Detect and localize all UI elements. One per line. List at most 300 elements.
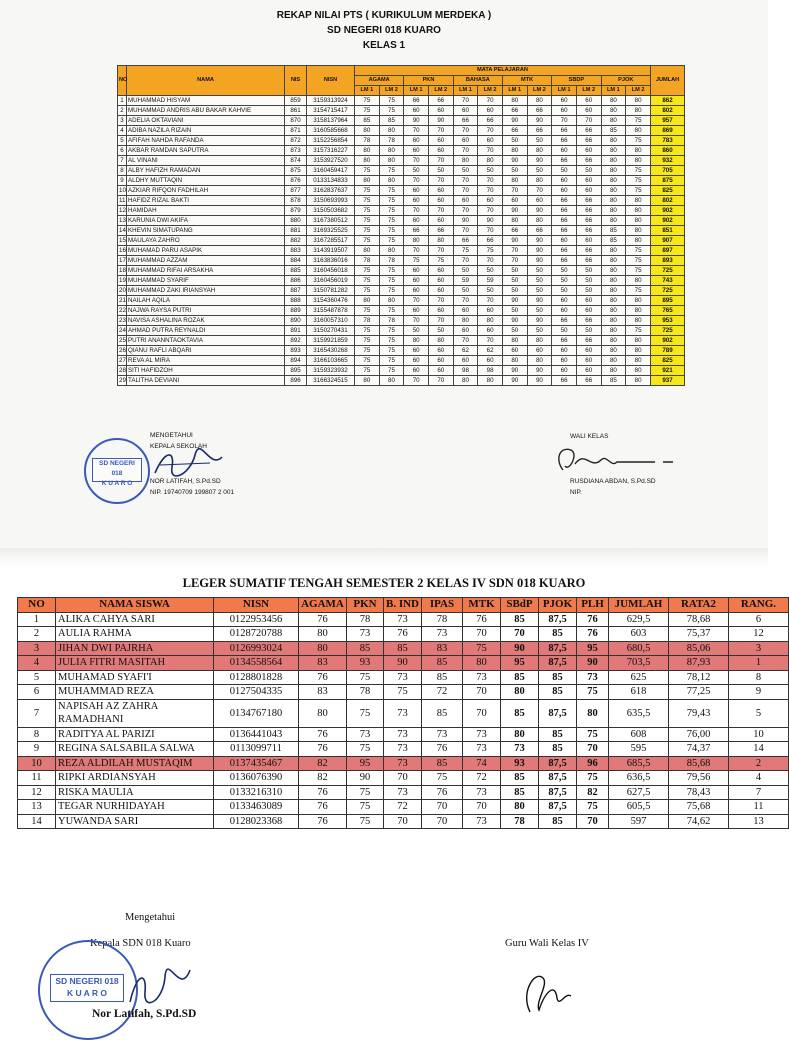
table-cell: 66 [404, 226, 429, 236]
table-cell: 76 [299, 727, 347, 742]
table-cell: 60 [404, 266, 429, 276]
table-cell: 636,5 [609, 771, 669, 786]
table-cell: 80 [527, 216, 552, 226]
table-cell: 890 [285, 316, 307, 326]
table-cell: 73 [384, 785, 422, 800]
table-cell: 60 [552, 236, 577, 246]
table-cell: 73 [347, 727, 384, 742]
table-cell: 78 [347, 612, 384, 627]
table-cell: 703,5 [609, 656, 669, 671]
table-cell: 60 [478, 306, 503, 316]
table-cell: 0133216310 [214, 785, 299, 800]
table-cell: 80 [527, 96, 552, 106]
table-cell: 70 [428, 206, 453, 216]
table-cell: 80 [478, 156, 503, 166]
table-cell: 66 [552, 136, 577, 146]
table-cell: 0122953456 [214, 612, 299, 627]
table-cell: 80 [355, 126, 380, 136]
col-header-nis: NIS [285, 66, 307, 96]
student-name: HAFIDZ RIZAL BAKTI [127, 196, 285, 206]
table-cell: 70 [384, 814, 422, 829]
table-cell: 24 [119, 327, 126, 334]
jumlah-cell: 783 [651, 136, 685, 146]
table-cell: 60 [527, 196, 552, 206]
table-cell: 70 [502, 246, 527, 256]
table-cell: 80 [601, 136, 626, 146]
table-cell: 50 [576, 276, 601, 286]
col-header: NO [18, 598, 56, 613]
student-name: AHMAD PUTRA REYNALDI [127, 326, 285, 336]
table-cell: 87,5 [539, 800, 577, 815]
table-cell: 75,37 [669, 627, 729, 642]
table-cell: 80 [453, 316, 478, 326]
student-name: JIHAN DWI PAJRHA [56, 641, 214, 656]
table-cell: 80 [626, 156, 651, 166]
table-cell: 66 [552, 156, 577, 166]
table-cell: 90 [502, 156, 527, 166]
table-cell: 66 [552, 196, 577, 206]
table-cell: 60 [576, 346, 601, 356]
sheet1-kepala-name: NOR LATIFAH, S.Pd.SD [150, 478, 221, 485]
student-name: MAULAYA ZAHRO [127, 236, 285, 246]
table-cell: 90 [527, 376, 552, 386]
table-cell: 0134558564 [214, 656, 299, 671]
table-cell: 9 [18, 742, 56, 757]
table-cell: 73 [463, 742, 501, 757]
table-row [18, 612, 789, 627]
table-cell: 66 [576, 376, 601, 386]
table-cell: 83 [422, 641, 463, 656]
table-cell: 85,68 [669, 756, 729, 771]
table-cell: 3155487878 [307, 306, 355, 316]
table-cell: 60 [576, 296, 601, 306]
table-cell: 6 [18, 685, 56, 700]
jumlah-cell: 825 [651, 186, 685, 196]
table-cell: 0128801828 [214, 670, 299, 685]
col-header: IPAS [422, 598, 463, 613]
table-cell: 66 [478, 236, 503, 246]
table-cell: 8 [729, 670, 789, 685]
student-name: REVA AL MIRA [127, 356, 285, 366]
table-cell: 80 [478, 376, 503, 386]
student-name: KARUNIA DWI AKIFA [127, 216, 285, 226]
table-cell: 3163836016 [307, 256, 355, 266]
table-cell: 75 [379, 326, 404, 336]
table-cell: 10 [18, 756, 56, 771]
col-header: PJOK [539, 598, 577, 613]
table-cell: 60 [502, 196, 527, 206]
table-cell: 60 [404, 306, 429, 316]
table-cell: 80 [355, 146, 380, 156]
table-cell: 90 [527, 206, 552, 216]
table-cell: 21 [119, 297, 126, 304]
table-cell: 877 [285, 186, 307, 196]
table-cell: 50 [502, 266, 527, 276]
table-cell: 93 [501, 756, 539, 771]
table-cell: 895 [285, 366, 307, 376]
table-cell: 873 [285, 146, 307, 156]
lm-header: LM 1 [355, 86, 380, 96]
student-name: REGINA SALSABILA SALWA [56, 742, 214, 757]
table-cell: 75 [355, 356, 380, 366]
table-cell: 3160459417 [307, 166, 355, 176]
table-cell: 75 [355, 276, 380, 286]
table-cell: 90 [404, 116, 429, 126]
table-cell: 3157316227 [307, 146, 355, 156]
table-row [18, 742, 789, 757]
table-cell: 85 [601, 376, 626, 386]
table-cell: 9 [118, 176, 127, 186]
table-cell: 6 [729, 612, 789, 627]
table-cell: 7 [118, 156, 127, 166]
col-header: PKN [347, 598, 384, 613]
table-cell: 876 [285, 176, 307, 186]
table-cell: 70 [453, 296, 478, 306]
table-cell: 78,12 [669, 670, 729, 685]
table-cell: 93 [347, 656, 384, 671]
table-cell: 66 [576, 336, 601, 346]
student-name: YUWANDA SARI [56, 814, 214, 829]
table-cell: 80 [626, 356, 651, 366]
table-cell: 70 [478, 126, 503, 136]
table-cell: 73 [384, 612, 422, 627]
table-cell: 76 [577, 612, 609, 627]
table-cell: 60 [428, 306, 453, 316]
sheet1-wali-name: RUSDIANA ABDAN, S.Pd.SD [570, 478, 656, 485]
table-cell: 90 [502, 366, 527, 376]
table-cell: 82 [299, 771, 347, 786]
table-cell: 629,5 [609, 612, 669, 627]
table-cell: 70 [404, 176, 429, 186]
table-cell: 60 [404, 146, 429, 156]
subject-header: MTK [502, 76, 551, 86]
table-cell: 80 [502, 96, 527, 106]
table-cell: 80 [626, 276, 651, 286]
jumlah-cell: 860 [651, 146, 685, 156]
table-cell: 75 [355, 306, 380, 316]
table-cell: 78 [379, 136, 404, 146]
table-cell: 90 [527, 156, 552, 166]
table-cell: 70 [463, 800, 501, 815]
table-cell: 70 [428, 246, 453, 256]
table-cell: 27 [119, 357, 126, 364]
table-cell: 60 [576, 356, 601, 366]
jumlah-cell: 802 [651, 106, 685, 116]
table-cell: 73 [463, 670, 501, 685]
table-cell: 50 [404, 166, 429, 176]
table-cell: 85 [539, 685, 577, 700]
table-cell: 85 [539, 814, 577, 829]
table-cell: 29 [119, 377, 126, 384]
table-cell: 60 [576, 106, 601, 116]
table-cell: 60 [453, 326, 478, 336]
table-cell: 70 [463, 699, 501, 727]
table-cell: 75 [379, 336, 404, 346]
table-cell: 60 [552, 366, 577, 376]
table-cell: 70 [422, 814, 463, 829]
col-header: SBdP [501, 598, 539, 613]
table-cell: 74,37 [669, 742, 729, 757]
table-cell: 90 [527, 296, 552, 306]
table-cell: 66 [552, 376, 577, 386]
table-cell: 75 [379, 266, 404, 276]
table-cell: 50 [576, 326, 601, 336]
table-cell: 70 [478, 176, 503, 186]
table-cell: 9 [729, 685, 789, 700]
table-cell: 12 [119, 207, 126, 214]
lm-header: LM 1 [552, 86, 577, 96]
table-cell: 75 [577, 685, 609, 700]
sheet1-class: KELAS 1 [362, 40, 406, 51]
table-cell: 70 [463, 685, 501, 700]
table-cell: 75 [355, 236, 380, 246]
table-cell: 75 [577, 727, 609, 742]
table-cell: 87,5 [539, 771, 577, 786]
lm-header: LM 2 [527, 86, 552, 96]
table-cell: 75 [355, 286, 380, 296]
table-cell: 72 [384, 800, 422, 815]
student-name: ALIKA CAHYA SARI [56, 612, 214, 627]
table-row [18, 771, 789, 786]
table-cell: 80 [626, 376, 651, 386]
table-row [118, 116, 685, 126]
table-cell: 25 [119, 337, 126, 344]
table-cell: 80 [601, 106, 626, 116]
table-cell: 80 [601, 216, 626, 226]
table-cell: 889 [285, 306, 307, 316]
table-cell: 872 [285, 136, 307, 146]
table-cell: 60 [404, 196, 429, 206]
table-cell: 80 [626, 126, 651, 136]
jumlah-cell: 897 [651, 246, 685, 256]
table-cell: 80 [601, 246, 626, 256]
table-cell: 3 [118, 116, 127, 126]
student-name: MUHAMAD PARU ASAPIK [127, 246, 285, 256]
table-cell: 75 [379, 366, 404, 376]
table-cell: 80 [478, 316, 503, 326]
table-cell: 60 [552, 186, 577, 196]
table-cell: 85 [539, 727, 577, 742]
table-cell: 80 [601, 176, 626, 186]
school-stamp: SD NEGERI 018 K U A R O [84, 438, 150, 504]
table-cell: 75 [355, 216, 380, 226]
jumlah-cell: 825 [651, 356, 685, 366]
student-name: ALBY HAFIZH RAMADAN [127, 166, 285, 176]
table-cell: 884 [285, 256, 307, 266]
student-name: MUHAMMAD HISYAM [127, 96, 285, 106]
table-cell: 80 [601, 156, 626, 166]
table-cell: 3 [729, 641, 789, 656]
table-cell: 80 [379, 146, 404, 156]
table-cell: 26 [119, 347, 126, 354]
table-cell: 82 [577, 785, 609, 800]
table-cell: 78 [501, 814, 539, 829]
subject-header: PJOK [601, 76, 650, 86]
table-cell: 60 [404, 366, 429, 376]
table-cell: 90 [501, 641, 539, 656]
student-name: MUHAMMAD SYARIF [127, 276, 285, 286]
table-cell: 60 [428, 106, 453, 116]
table-cell: 78 [422, 612, 463, 627]
student-name: JULIA FITRI MASITAH [56, 656, 214, 671]
table-cell: 15 [119, 237, 126, 244]
table-cell: 60 [478, 136, 503, 146]
table-cell: 888 [285, 296, 307, 306]
table-row [118, 236, 685, 246]
table-cell: 75 [626, 176, 651, 186]
student-name: REZA ALDILAH MUSTAQIM [56, 756, 214, 771]
table-cell: 60 [576, 366, 601, 376]
table-cell: 50 [552, 166, 577, 176]
table-cell: 70 [478, 226, 503, 236]
table-cell: 85 [539, 742, 577, 757]
table-cell: 6 [118, 146, 127, 156]
table-cell: 60 [527, 346, 552, 356]
col-header: NAMA SISWA [56, 598, 214, 613]
table-cell: 80 [502, 336, 527, 346]
jumlah-cell: 902 [651, 336, 685, 346]
table-cell: 72 [422, 685, 463, 700]
table-cell: 60 [453, 136, 478, 146]
table-cell: 80 [601, 116, 626, 126]
table-cell: 73 [347, 627, 384, 642]
sheet1-kepala-nip: NIP. 19740709 199807 2 001 [150, 489, 235, 496]
table-cell: 14 [119, 227, 126, 234]
table-cell: 73 [501, 742, 539, 757]
table-cell: 878 [285, 196, 307, 206]
jumlah-cell: 907 [651, 236, 685, 246]
table-cell: 85 [601, 236, 626, 246]
table-cell: 0128023368 [214, 814, 299, 829]
table-cell: 66 [478, 116, 503, 126]
table-cell: 90 [428, 116, 453, 126]
table-cell: 87,5 [539, 699, 577, 727]
table-cell: 70 [404, 126, 429, 136]
table-cell: 60 [478, 106, 503, 116]
table-cell: 70 [478, 96, 503, 106]
table-cell: 75 [626, 136, 651, 146]
table-cell: 80 [626, 226, 651, 236]
table-cell: 861 [285, 106, 307, 116]
table-cell: 85,06 [669, 641, 729, 656]
table-cell: 80 [299, 627, 347, 642]
student-name: HAMIDAH [127, 206, 285, 216]
table-row [118, 126, 685, 136]
table-cell: 75 [355, 206, 380, 216]
table-cell: 17 [119, 257, 126, 264]
table-cell: 66 [576, 256, 601, 266]
table-cell: 70 [404, 246, 429, 256]
table-cell: 70 [422, 800, 463, 815]
table-cell: 8 [18, 727, 56, 742]
table-cell: 66 [552, 316, 577, 326]
table-cell: 80 [601, 306, 626, 316]
table-cell: 4 [729, 771, 789, 786]
table-cell: 70 [502, 256, 527, 266]
table-cell: 3169325525 [307, 226, 355, 236]
table-row [18, 627, 789, 642]
table-cell: 70 [577, 742, 609, 757]
student-name: ALDHY MUTTAQIN [127, 176, 285, 186]
table-cell: 597 [609, 814, 669, 829]
subject-header: PKN [404, 76, 453, 86]
table-cell: 896 [285, 376, 307, 386]
table-cell: 50 [576, 286, 601, 296]
table-row [18, 785, 789, 800]
table-cell: 74,62 [669, 814, 729, 829]
table-row [18, 685, 789, 700]
table-cell: 80 [379, 126, 404, 136]
table-cell: 50 [552, 266, 577, 276]
table-cell: 5 [18, 670, 56, 685]
table-cell: 70 [428, 296, 453, 306]
table-cell: 885 [285, 266, 307, 276]
table-cell: 75 [379, 236, 404, 246]
table-cell: 95 [347, 756, 384, 771]
table-cell: 80 [527, 146, 552, 156]
table-cell: 75 [379, 306, 404, 316]
table-cell: 23 [119, 317, 126, 324]
table-cell: 50 [527, 136, 552, 146]
table-cell: 595 [609, 742, 669, 757]
table-cell: 50 [478, 166, 503, 176]
table-cell: 78,68 [669, 612, 729, 627]
table-cell: 870 [285, 116, 307, 126]
table-cell: 82 [299, 756, 347, 771]
table-cell: 3167285517 [307, 236, 355, 246]
table-cell: 75 [347, 800, 384, 815]
table-cell: 80 [626, 296, 651, 306]
student-name: NAJWA RAYSA PUTRI [127, 306, 285, 316]
table-cell: 70 [478, 296, 503, 306]
table-cell: 60 [404, 286, 429, 296]
table-cell: 66 [576, 156, 601, 166]
table-cell: 3150503682 [307, 206, 355, 216]
table-cell: 85 [384, 641, 422, 656]
table-cell: 80 [527, 336, 552, 346]
table-cell: 2 [118, 106, 127, 116]
table-row [18, 670, 789, 685]
table-cell: 66 [404, 96, 429, 106]
table-row [18, 756, 789, 771]
table-cell: 50 [502, 276, 527, 286]
table-cell: 60 [478, 196, 503, 206]
table-cell: 70 [428, 156, 453, 166]
table-cell: 70 [453, 126, 478, 136]
table-row [118, 146, 685, 156]
table-cell: 70 [552, 116, 577, 126]
table-cell: 70 [453, 176, 478, 186]
table-cell: 79,43 [669, 699, 729, 727]
table-cell: 5 [118, 136, 127, 146]
table-cell: 85 [501, 771, 539, 786]
table-cell: 80 [626, 366, 651, 376]
jumlah-cell: 921 [651, 366, 685, 376]
table-cell: 75 [355, 336, 380, 346]
table-cell: 60 [428, 196, 453, 206]
table-cell: 85 [501, 699, 539, 727]
col-header-nisn: NISN [307, 66, 355, 96]
table-cell: 80 [626, 236, 651, 246]
table-cell: 60 [552, 306, 577, 316]
table-cell: 75 [626, 186, 651, 196]
table-cell: 80 [601, 366, 626, 376]
table-cell: 66 [428, 96, 453, 106]
table-cell: 20 [119, 287, 126, 294]
jumlah-cell: 902 [651, 206, 685, 216]
table-cell: 60 [502, 346, 527, 356]
table-cell: 75 [355, 96, 380, 106]
